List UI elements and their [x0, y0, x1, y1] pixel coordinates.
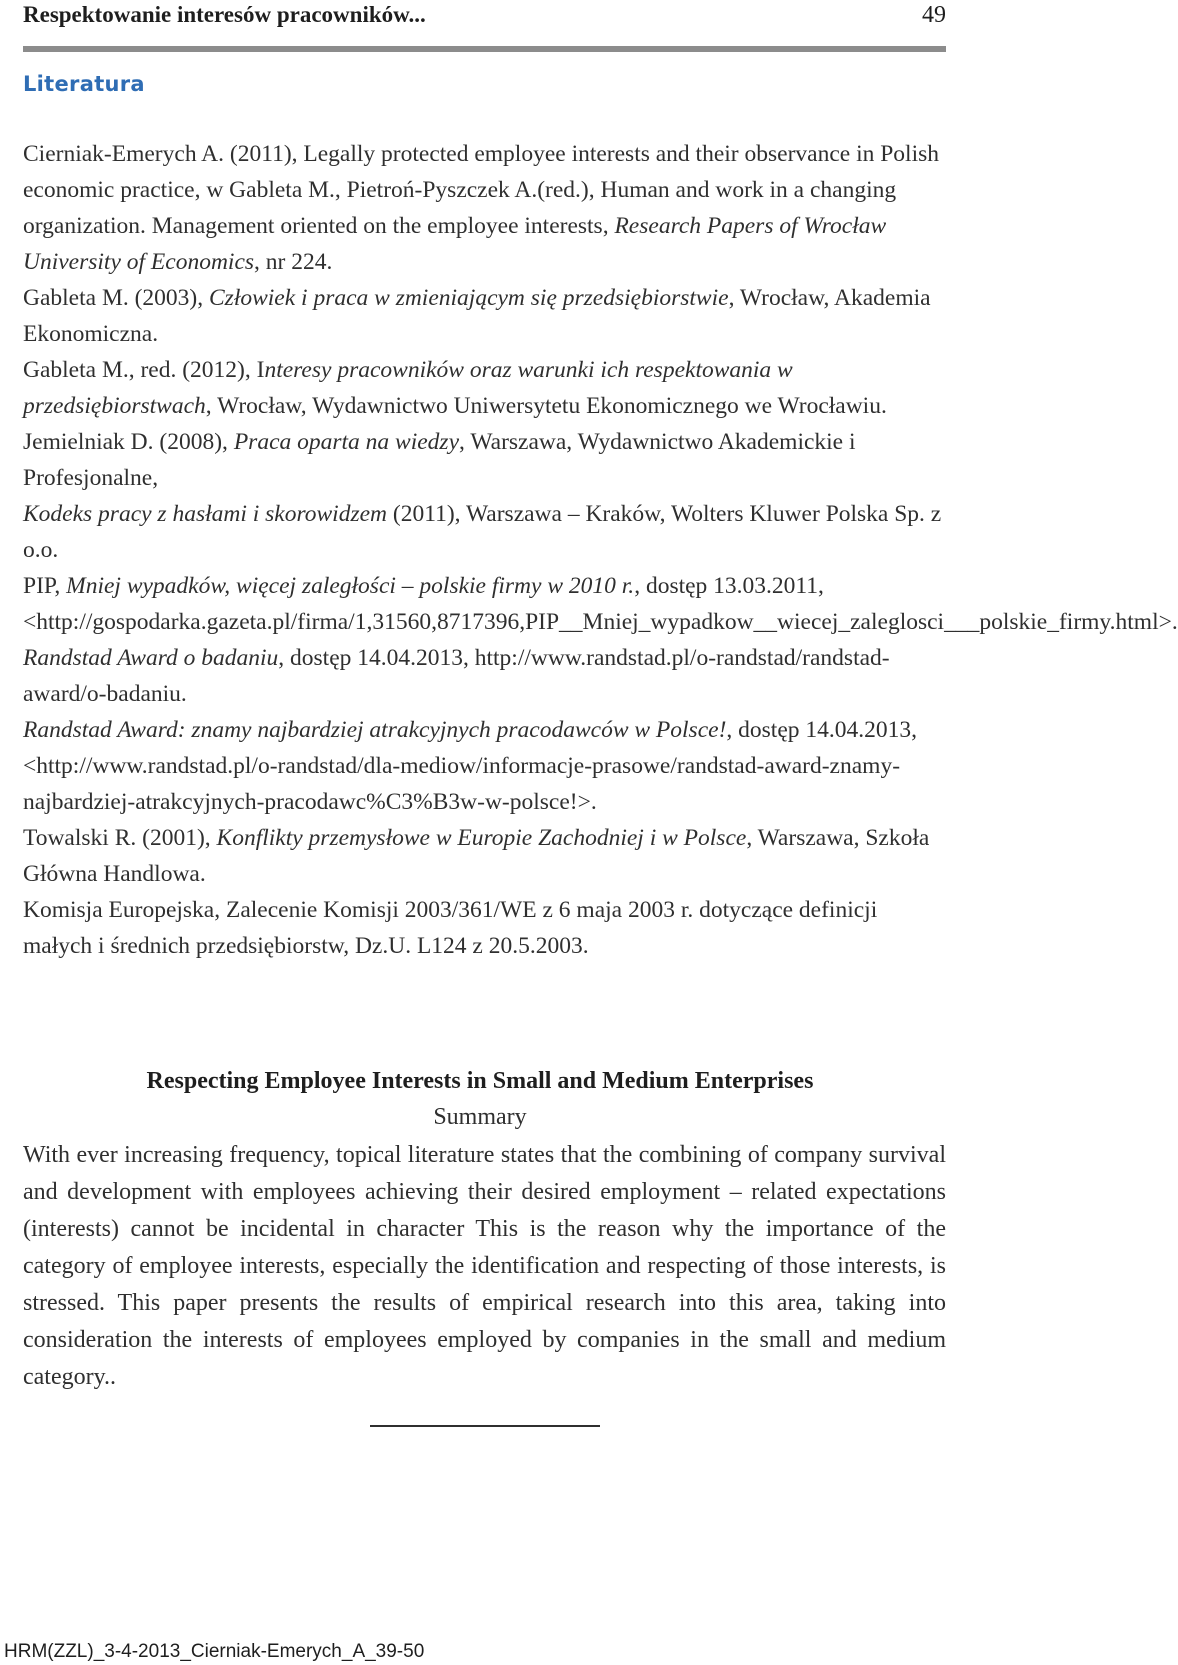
reference-item: Gableta M. (2003), Człowiek i praca w zmieniającym się przedsiębiorstwie, Wrocław, Akademia Ekonomiczna. [23, 285, 931, 347]
reference-item: Gableta M., red. (2012), Interesy pracowników oraz warunki ich respektowania w przedsiębiorstwach, Wrocław, Wydawnictwo Uniwersytetu Ekonomicznego we Wrocławiu. [23, 357, 887, 419]
reference-list [23, 136, 1178, 964]
reference-item: Komisja Europejska, Zalecenie Komisji 2003/361/WE z 6 maja 2003 r. dotyczące definicji małych i średnich przedsiębiorstw, Dz.U. L124 z 20.5.2003. [23, 897, 878, 959]
running-title: Respektowanie interesów pracowników... [23, 2, 426, 27]
summary-subtitle: Summary [433, 1104, 527, 1130]
reference-item: Kodeks pracy z hasłami i skorowidzem (2011), Warszawa – Kraków, Wolters Kluwer Polska Sp. z o.o. [23, 501, 942, 563]
reference-item: PIP, Mniej wypadków, więcej zaległości – polskie firmy w 2010 r., dostęp 13.03.2011, <http://gospodarka.gazeta.pl/firma/1,31560,8717396,PIP__Mniej_wypadkow__wiecej_zaleglosci___polskie_firmy.html>. [23, 573, 1178, 635]
section-heading-literatura: Literatura [23, 72, 145, 96]
summary-title: Respecting Employee Interests in Small and Medium Enterprises [146, 1068, 814, 1094]
page-number: 49 [922, 2, 946, 28]
running-header [23, 0, 946, 52]
reference-item: Jemielniak D. (2008), Praca oparta na wiedzy, Warszawa, Wydawnictwo Akademickie i Profesjonalne, [23, 429, 856, 491]
end-rule-divider [370, 1425, 600, 1427]
file-footer: HRM(ZZL)_3-4-2013_Cierniak-Emerych_A_39-50 [4, 1641, 425, 1662]
reference-item: Randstad Award: znamy najbardziej atrakcyjnych pracodawców w Polsce!, dostęp 14.04.2013, <http://www.randstad.pl/o-randstad/dla-mediow/informacje-prasowe/randstad-award-znamy-najbardziej-atrakcyjnych-pracodawc%C3%B3w-w-polsce!>. [23, 717, 918, 815]
summary-body: With ever increasing frequency, topical literature states that the combining of company survival and development with employees achieving their desired employment – related expectations (interests) cannot be incidental in character This is the reason why the importance of the category of employee interests, especially the identification and respecting of those interests, is stressed. This paper presents the results of empirical research into this area, taking into consideration the interests of employees employed by companies in the small and medium category.. [23, 1142, 946, 1390]
reference-item: Cierniak-Emerych A. (2011), Legally protected employee interests and their observance in Polish economic practice, w Gableta M., Pietroń-Pyszczek A.(red.), Human and work in a changing organization. Management oriented on the employee interests, Research Papers of Wrocław University of Economics, nr 224. [23, 141, 939, 275]
reference-item: Towalski R. (2001), Konflikty przemysłowe w Europie Zachodniej i w Polsce, Warszawa, Szkoła Główna Handlowa. [23, 825, 930, 887]
reference-item: Randstad Award o badaniu, dostęp 14.04.2013, http://www.randstad.pl/o-randstad/randstad-award/o-badaniu. [23, 645, 890, 707]
